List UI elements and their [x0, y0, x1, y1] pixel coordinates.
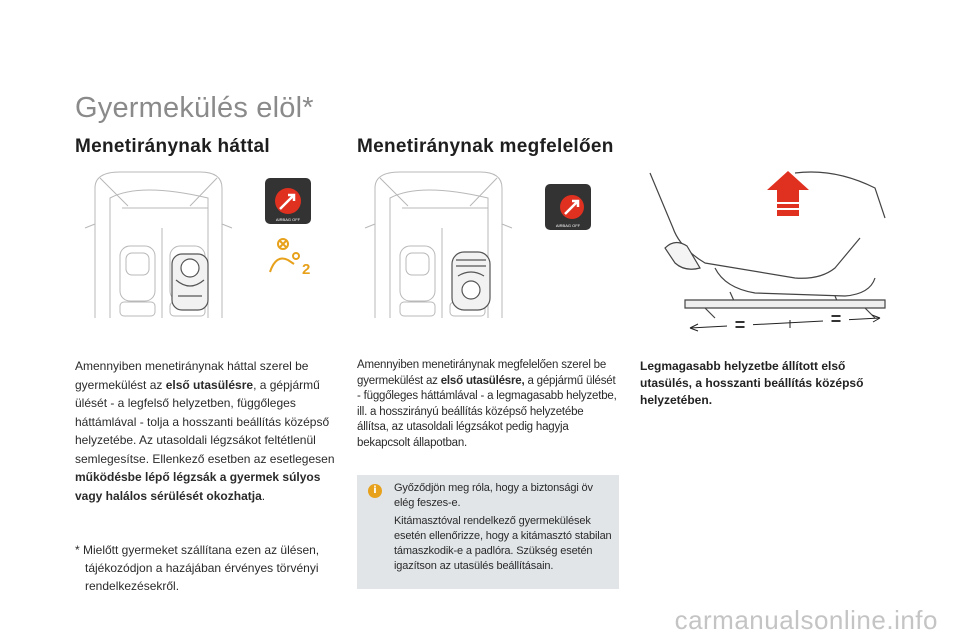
longitudinal-adjust-indicator	[690, 309, 880, 335]
seat-position-caption: Legmagasabb helyzetbe állított első utasülés, a hosszanti beállítás középső helyzetében.	[640, 359, 864, 407]
info-note-text	[394, 481, 614, 577]
watermark: carmanualsonline.info	[674, 605, 938, 635]
footnote-line-1: * Mielőtt gyermeket szállítana ezen az ülésen,	[75, 543, 320, 557]
airbag-on-indicator-icon	[545, 184, 591, 230]
footnote	[75, 541, 345, 595]
forward-facing-instructions: Amennyiben menetiránynak megfelelően szerel be gyermekülést az első utasülésre, a gépjármű ülését - függőleges háttámlával - a legmagasabb helyzetbe, ill. a hosszirányú beállítás középső helyzetébe állítsa, az utasoldali légzsákot pedig hagyja bekapcsolt állapotban.	[357, 359, 617, 449]
child-passenger-airbag-icon	[270, 239, 310, 278]
svg-text:AIRBAG OFF: AIRBAG OFF	[275, 217, 301, 222]
svg-text:AIRBAG OFF: AIRBAG OFF	[555, 223, 581, 228]
note-line-2: Kitámasztóval rendelkező gyermekülések esetén ellenőrizze, hogy a kitámasztó stabilan támaszkodik-e a padlóra. Szükség esetén igazítson az utasülés beállításain.	[394, 515, 612, 572]
svg-text:2: 2	[302, 261, 311, 278]
car-topview-forward-facing	[360, 168, 600, 328]
footnote-line-2: tájékozódjon a hazájában érvényes törvényi rendelkezésekről.	[85, 561, 319, 593]
note-line-1: Győződjön meg róla, hogy a biztonsági öv elég feszes-e.	[394, 482, 593, 509]
section-title-rear-facing: Menetiránynak háttal	[75, 136, 270, 157]
car-topview-rear-facing	[80, 168, 320, 328]
child-seat-forward	[452, 252, 490, 310]
up-arrow-icon	[767, 171, 809, 216]
forward-facing-seat-figure	[360, 168, 600, 328]
rear-facing-instructions: Amennyiben menetiránynak háttal szerel be gyermekülést az első utasülésre, a gépjármű ülését - a legfelső helyzetben, függőleges háttámlával - tolja a hosszanti beállítás középső helyzetébe. Az utasoldali légzsákot feltétlenül semlegesítse. Ellenkező esetben az esetlegesen működésbe lépő légzsák a gyermek súlyos vagy halálos sérülését okozhatja.	[75, 359, 335, 503]
equal-mark-1: =	[734, 315, 746, 335]
child-seat-rear	[172, 254, 208, 310]
seat-side-view	[645, 168, 895, 338]
equal-mark-2: =	[830, 309, 842, 329]
page-title: Gyermekülés elöl*	[75, 92, 314, 124]
section-title-forward-facing: Menetiránynak megfelelően	[357, 136, 614, 157]
airbag-off-indicator-icon	[265, 178, 311, 224]
rear-facing-seat-figure	[80, 168, 320, 328]
info-icon: i	[368, 484, 382, 498]
seat-position-figure	[645, 168, 895, 338]
